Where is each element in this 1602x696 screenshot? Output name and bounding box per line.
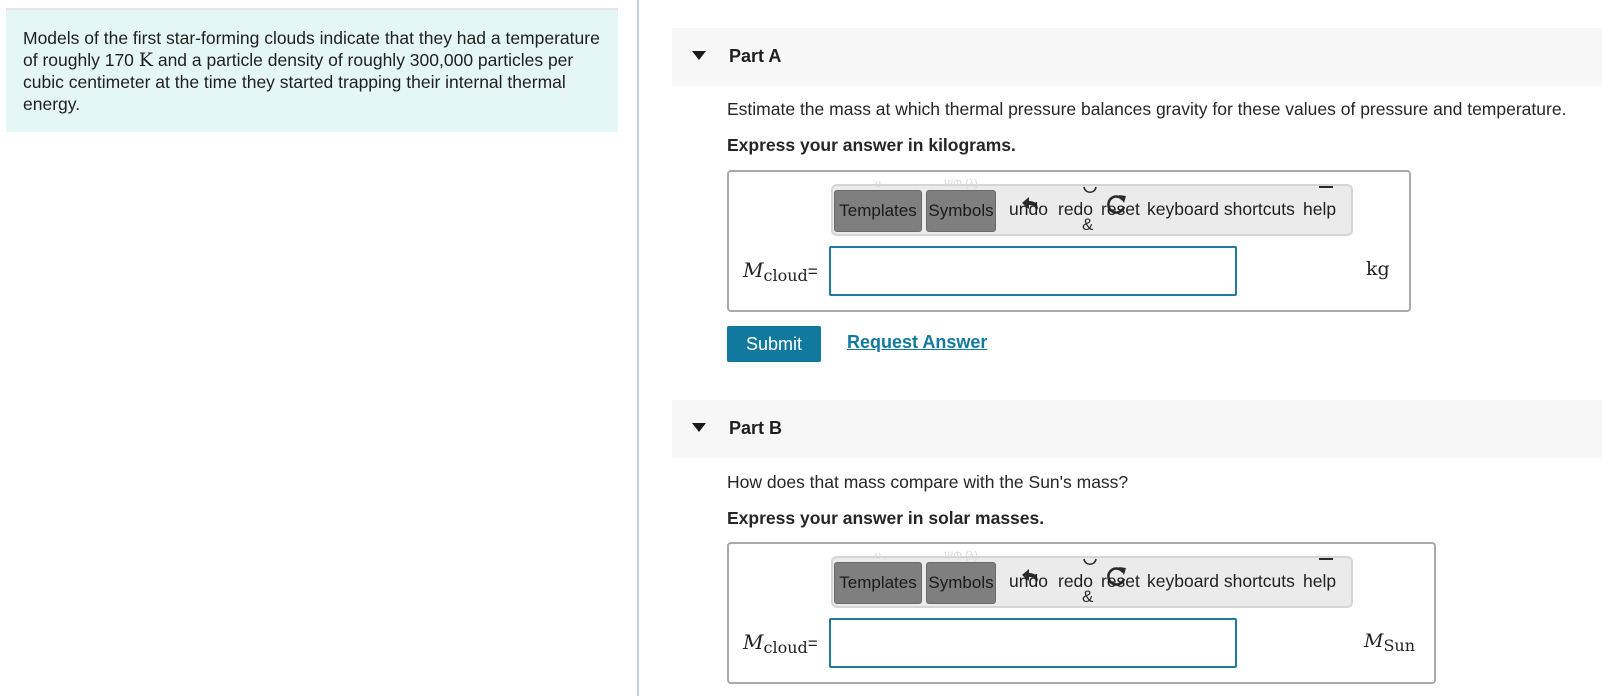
part-b-variable-label: $M_{cloud}=$ [743, 630, 818, 657]
part-b-answer-input[interactable] [829, 618, 1237, 668]
panel-divider [637, 0, 639, 696]
part-b-title: Part B [729, 418, 783, 438]
part-a-title: Part A [729, 46, 782, 66]
redo-arc-icon [1082, 186, 1098, 196]
part-a-answer-input[interactable] [829, 246, 1237, 296]
undo-button[interactable]: undo [1009, 199, 1048, 219]
collapse-caret-icon[interactable] [692, 423, 706, 432]
request-answer-link[interactable]: Request Answer [847, 332, 988, 352]
reset-button[interactable]: reset [1101, 571, 1140, 591]
collapse-caret-icon[interactable] [692, 51, 706, 60]
templates-glyph-fragment: υ [874, 178, 881, 190]
symbols-glyph-fragment: ΨΦ (λ) [944, 178, 978, 190]
part-a-variable-label: $M_{cloud}=$ [743, 258, 818, 285]
help-bar-icon [1319, 186, 1333, 188]
problem-statement-panel [0, 0, 638, 696]
part-a-header[interactable] [672, 28, 1602, 86]
part-b-unit-label: $M_{Sun}$ [1364, 630, 1416, 655]
templates-glyph-fragment: υ [874, 550, 881, 562]
part-b-prompt: How does that mass compare with the Sun's mass? [727, 472, 1129, 492]
symbols-glyph-fragment: ΨΦ (λ) [944, 550, 978, 562]
help-button[interactable]: help [1303, 571, 1337, 591]
ampersand-glyph: & [1082, 587, 1094, 606]
keyboard-shortcuts-button[interactable]: keyboard shortcuts [1147, 199, 1295, 219]
part-a-answer-box [727, 170, 1411, 312]
keyboard-shortcuts-button[interactable]: keyboard shortcuts [1147, 571, 1295, 591]
submit-button[interactable]: Submit [727, 326, 821, 362]
intro-text-start: Models of the first star-forming clouds indicate that they had a temperature of roughly 170 [23, 28, 600, 70]
undo-button[interactable]: undo [1009, 571, 1048, 591]
intro-text-end: and a particle density of roughly 300,000 particles per cubic centimeter at the time they started trapping their internal thermal energy. [23, 50, 574, 114]
symbols-button[interactable]: ΨΦ (λ) Symbols [926, 190, 996, 232]
reset-button[interactable]: reset [1101, 199, 1140, 219]
part-a-prompt: Estimate the mass at which thermal pressure balances gravity for these values of pressure and temperature. [727, 99, 1567, 119]
redo-arc-icon [1082, 558, 1098, 568]
symbols-button[interactable]: ΨΦ (λ) Symbols [926, 562, 996, 604]
part-a-math-toolbar [831, 178, 1353, 236]
part-a-unit-label: kg [1366, 258, 1390, 280]
help-button[interactable]: help [1303, 199, 1337, 219]
ampersand-glyph: & [1082, 215, 1094, 234]
problem-intro [6, 10, 618, 132]
part-b-answer-box [727, 542, 1436, 684]
redo-button[interactable]: redo [1058, 199, 1094, 219]
templates-button[interactable]: υ Templates [834, 562, 922, 604]
part-a-instruction: Express your answer in kilograms. [727, 135, 1016, 155]
part-b-header[interactable] [672, 400, 1602, 458]
templates-button[interactable]: υ Templates [834, 190, 922, 232]
part-b-math-toolbar [831, 550, 1353, 608]
intro-unit-kelvin: K [138, 49, 153, 71]
part-b-instruction: Express your answer in solar masses. [727, 508, 1045, 528]
help-bar-icon [1319, 558, 1333, 560]
redo-button[interactable]: redo [1058, 571, 1094, 591]
